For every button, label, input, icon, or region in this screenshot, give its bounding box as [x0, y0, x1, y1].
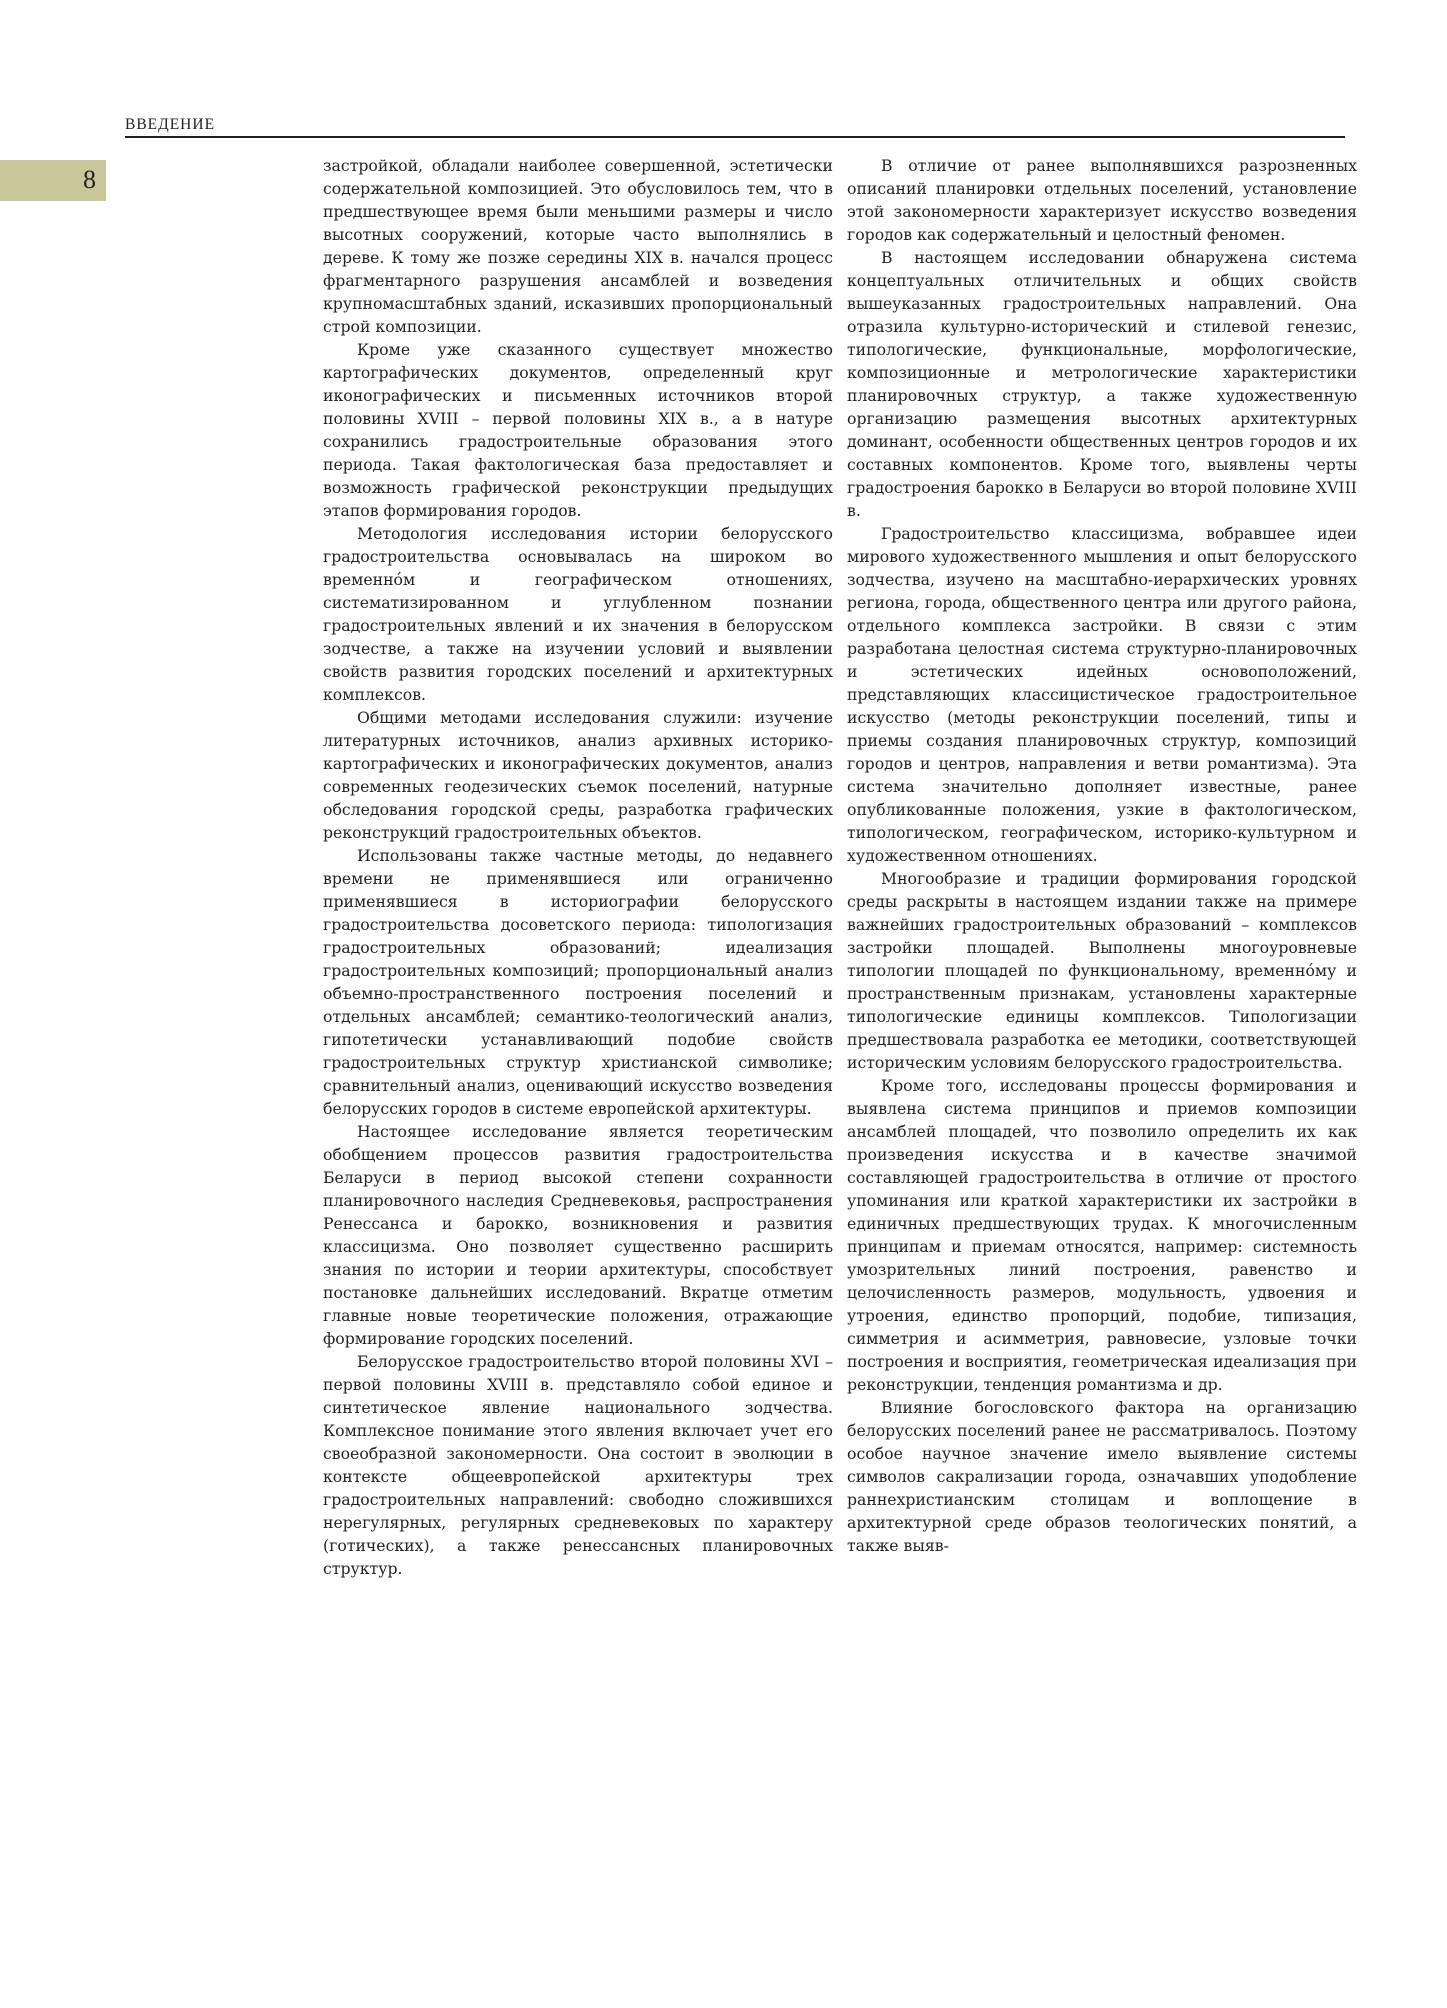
page-number: 8	[83, 165, 96, 194]
paragraph: В отличие от ранее выполнявшихся разрозненных описаний планировки отдельных поселений, установление этой закономерности характеризует искусство возведения городов как содержательный и целостный феномен.	[847, 156, 1357, 244]
paragraph: Методология исследования истории белорусского градостроительства основывалась на широком во временно́м и географическом отношениях, систематизированном и углубленном познании градостроительных явлений и их значения в белорусском зодчестве, а также на изучении условий и выявлении свойств развития городских поселений и архитектурных комплексов.	[323, 524, 833, 704]
paragraph: Настоящее исследование является теоретическим обобщением процессов развития градостроительства Беларуси в период высокой степени сохранности планировочного наследия Средневековья, распространения Ренессанса и барокко, возникновения и развития классицизма. Оно позволяет существенно расширить знания по истории и теории архитектуры, способствует постановке дальнейших исследований. Вкратце отметим главные новые теоретические положения, отражающие формирование городских поселений.	[323, 1122, 833, 1348]
page-number-tab	[0, 160, 106, 201]
paragraph: Многообразие и традиции формирования городской среды раскрыты в настоящем издании также на примере важнейших градостроительных образований – комплексов застройки площадей. Выполнены многоуровневые типологии площадей по функциональному, временно́му и пространственным признакам, установлены характерные типологические единицы комплексов. Типологизации предшествовала разработка ее методики, соответствующей историческим условиям белорусского градостроительства.	[847, 869, 1357, 1072]
paragraph: Кроме того, исследованы процессы формирования и выявлена система принципов и приемов композиции ансамблей площадей, что позволило определить их как произведения искусства и в качестве значимой составляющей градостроительства в отличие от простого упоминания или краткой характеристики их застройки в единичных предшествующих трудах. К многочисленным принципам и приемам относятся, например: системность умозрительных линий построения, равенство и целочисленность размеров, модульность, удвоения и утроения, единство пропорций, подобие, типизация, симметрия и асимметрия, равновесие, узловые точки построения и восприятия, геометрическая идеализация при реконструкции, тенденция романтизма и др.	[847, 1076, 1357, 1394]
running-head: ВВЕДЕНИЕ	[125, 116, 216, 133]
paragraph: Использованы также частные методы, до недавнего времени не применявшиеся или ограниченно применявшиеся в историографии белорусского градостроительства досоветского периода: типологизация градостроительных образований; идеализация градостроительных композиций; пропорциональный анализ объемно-пространственного построения поселений и отдельных ансамблей; семантико-теологический анализ, гипотетически устанавливающий подобие свойств градостроительных структур христианской символике; сравнительный анализ, оценивающий искусство возведения белорусских городов в системе европейской архитектуры.	[323, 846, 833, 1118]
paragraph: Общими методами исследования служили: изучение литературных источников, анализ архивных историко-картографических и иконографических документов, анализ современных геодезических съемок поселений, натурные обследования городской среды, разработка графических реконструкций градостроительных объектов.	[323, 708, 833, 842]
paragraph: Кроме уже сказанного существует множество картографических документов, определенный круг иконографических и письменных источников второй половины XVIII – первой половины XIX в., а в натуре сохранились градостроительные образования этого периода. Такая фактологическая база предоставляет и возможность графической реконструкции предыдущих этапов формирования городов.	[323, 340, 833, 520]
left-column	[323, 154, 833, 1580]
paragraph: В настоящем исследовании обнаружена система концептуальных отличительных и общих свойств вышеуказанных градостроительных направлений. Она отразила культурно-исторический и стилевой генезис, типологические, функциональные, морфологические, композиционные и метрологические характеристики планировочных структур, а также художественную организацию размещения высотных архитектурных доминант, особенности общественных центров городов и их составных компонентов. Кроме того, выявлены черты градостроения барокко в Беларуси во второй половине XVIII в.	[847, 248, 1357, 520]
paragraph: застройкой, обладали наиболее совершенной, эстетически содержательной композицией. Это обусловилось тем, что в предшествующее время были меньшими размеры и число высотных сооружений, которые часто выполнялись в дереве. К тому же позже середины XIX в. начался процесс фрагментарного разрушения ансамблей и возведения крупномасштабных зданий, исказивших пропорциональный строй композиции.	[323, 156, 833, 336]
right-column	[847, 154, 1357, 1557]
paragraph: Градостроительство классицизма, вобравшее идеи мирового художественного мышления и опыт белорусского зодчества, изучено на масштабно-иерархических уровнях региона, города, общественного центра или другого района, отдельного комплекса застройки. В связи с этим разработана целостная система структурно-планировочных и эстетических идейных основоположений, представляющих классицистическое градостроительное искусство (методы реконструкции поселений, типы и приемы создания планировочных структур, композиций городов и центров, направления и ветви романтизма). Эта система значительно дополняет известные, ранее опубликованные положения, узкие в фактологическом, типологическом, географическом, историко-культурном и художественном отношениях.	[847, 524, 1357, 865]
paragraph: Влияние богословского фактора на организацию белорусских поселений ранее не рассматривалось. Поэтому особое научное значение имело выявление системы символов сакрализации города, означавших уподобление раннехристианским столицам и воплощение в архитектурной среде образов теологических понятий, а также выяв-	[847, 1398, 1357, 1555]
paragraph: Белорусское градостроительство второй половины XVI – первой половины XVIII в. представляло собой единое и синтетическое явление национального зодчества. Комплексное понимание этого явления включает учет его своеобразной закономерности. Она состоит в эволюции в контексте общеевропейской архитектуры трех градостроительных направлений: свободно сложившихся нерегулярных, регулярных средневековых по характеру (готических), а также ренессансных планировочных структур.	[323, 1352, 833, 1578]
header-rule	[125, 136, 1345, 138]
